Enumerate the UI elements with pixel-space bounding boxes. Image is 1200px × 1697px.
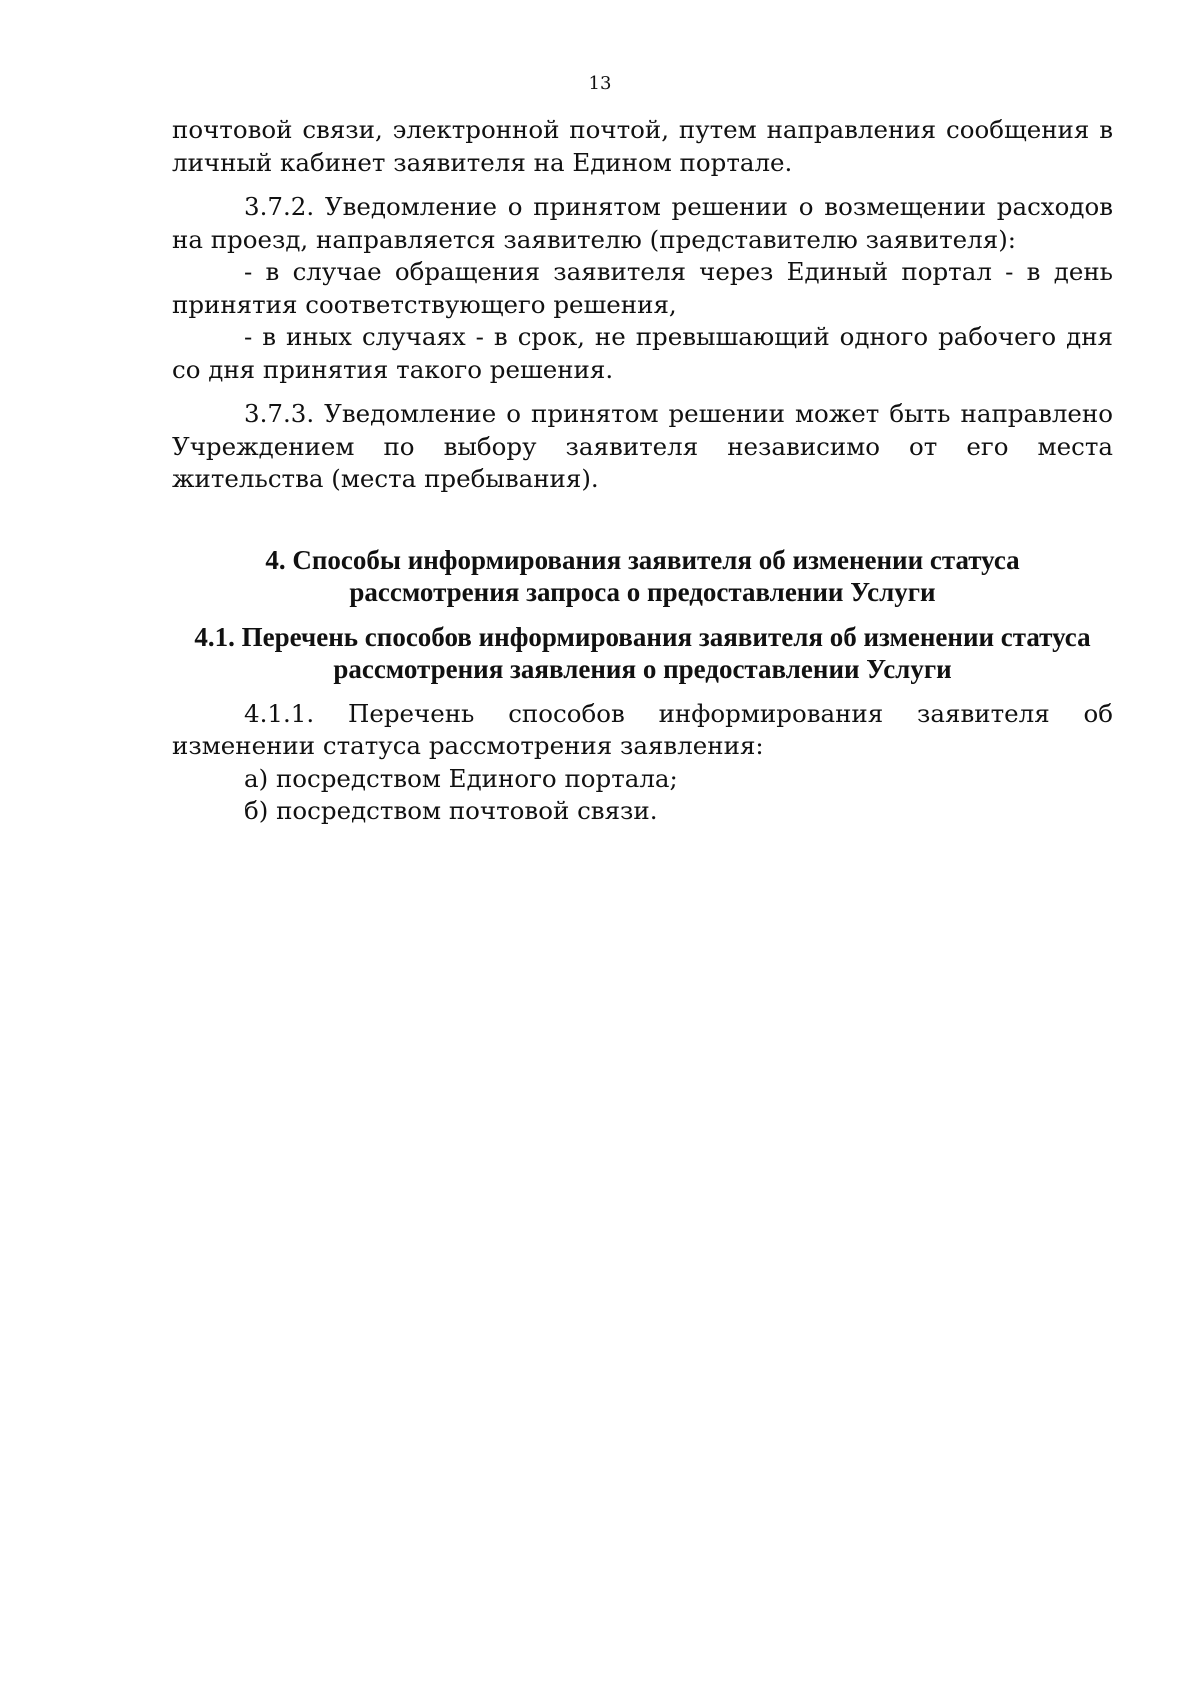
section-4-1-heading: 4.1. Перечень способов информирования заявителя об изменении статуса рассмотрения заявления о предоставлении Услуги [194, 621, 1091, 684]
paragraph-dash-other: - в иных случаях - в срок, не превышающий одного рабочего дня со дня принятия такого решения. [172, 322, 1113, 384]
page-number: 13 [588, 73, 612, 94]
paragraph-3-7-3: 3.7.3. Уведомление о принятом решении может быть направлено Учреждением по выбору заявителя независимо от его места жительства (места пребывания). [172, 399, 1113, 493]
list-item-a: а) посредством Единого портала; [244, 763, 678, 793]
paragraph-continuation: почтовой связи, электронной почтой, путем направления сообщения в личный кабинет заявителя на Едином портале. [172, 115, 1113, 177]
paragraph-4-1-1: 4.1.1. Перечень способов информирования заявителя об изменении статуса рассмотрения заявления: [172, 698, 1113, 760]
page-content [172, 114, 1113, 828]
paragraph-dash-portal: - в случае обращения заявителя через Единый портал - в день принятия соответствующего решения, [172, 257, 1113, 319]
list-item-b: б) посредством почтовой связи. [244, 796, 658, 825]
section-4-heading: 4. Способы информирования заявителя об изменении статуса рассмотрения запроса о предоставлении Услуги [265, 544, 1020, 607]
paragraph-3-7-2: 3.7.2. Уведомление о принятом решении о возмещении расходов на проезд, направляется заявителю (представителю заявителя): [172, 192, 1113, 254]
